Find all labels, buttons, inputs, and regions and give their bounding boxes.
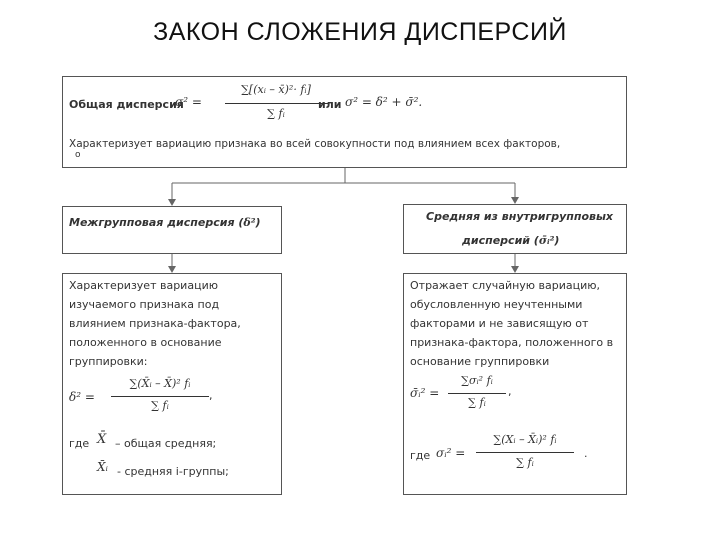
group-variance-formula-period: .: [584, 447, 588, 460]
within-group-desc-line-4: признака-фактора, положенного в: [410, 336, 614, 349]
within-group-desc-line-2: обусловленную неучтенными: [410, 298, 583, 311]
within-group-description-box: [403, 273, 627, 495]
overall-mean-text: – общая средняя;: [115, 437, 217, 450]
group-variance-fraction-line: [476, 452, 574, 453]
sigma-bar-squared-symbol: σ̄ᵢ²: [538, 234, 555, 247]
within-group-formula-comma: ,: [508, 385, 512, 398]
between-group-formula-comma: ,: [209, 389, 213, 402]
mean-within-group-text: дисперсий (: [462, 234, 539, 247]
between-group-fraction-line: [111, 396, 209, 397]
total-variance-fraction-line: [225, 103, 329, 104]
between-group-formula-numerator: ∑(X̄ᵢ – X̄)² fᵢ: [129, 377, 191, 390]
mean-within-group-close: ): [554, 234, 560, 247]
within-group-formula-denominator: ∑ fᵢ: [468, 396, 486, 409]
mean-within-group-title-line2: [462, 231, 559, 250]
within-group-fraction-line: [448, 393, 506, 394]
total-variance-denominator: ∑ fᵢ: [267, 107, 285, 120]
where-label-left: где: [69, 437, 90, 450]
mean-within-group-variance-box: [403, 204, 627, 254]
between-group-desc-line-5: группировки:: [69, 355, 148, 368]
total-variance-label: Общая дисперсия: [69, 98, 184, 111]
within-group-desc-line-3: факторами и не зависящую от: [410, 317, 589, 330]
total-variance-description-tail: о: [75, 150, 81, 160]
within-group-formula-numerator: ∑σᵢ² fᵢ: [461, 374, 493, 387]
between-group-desc-line-3: влиянием признака-фактора,: [69, 317, 241, 330]
overall-mean-symbol: X̄: [97, 432, 107, 447]
or-word: или: [318, 98, 342, 111]
within-group-formula-lhs: σ̄ᵢ² =: [410, 386, 440, 400]
page-title: ЗАКОН СЛОЖЕНИЯ ДИСПЕРСИЙ: [153, 18, 567, 46]
between-group-desc-line-1: Характеризует вариацию: [69, 279, 218, 292]
total-variance-alt-formula: σ² = δ² + σ̄².: [345, 95, 423, 109]
between-group-variance-text: Межгрупповая дисперсия (: [69, 216, 244, 229]
where-label-right: где: [410, 449, 431, 462]
group-variance-formula-denominator: ∑ fᵢ: [516, 456, 534, 469]
group-variance-formula-numerator: ∑(Xᵢ – X̄ᵢ)² fᵢ: [493, 433, 557, 446]
between-group-variance-box: [62, 206, 282, 254]
delta-squared-symbol: δ²: [243, 216, 256, 229]
group-mean-text: - средняя i-группы;: [117, 465, 229, 478]
between-group-description-box: [62, 273, 282, 495]
total-variance-box: [62, 76, 627, 168]
between-group-variance-label: [69, 213, 261, 232]
mean-within-group-title-line1: Средняя из внутригрупповых: [426, 210, 614, 223]
group-variance-formula-lhs: σᵢ² =: [436, 446, 466, 460]
total-variance-formula-lhs: σ² =: [175, 95, 202, 109]
between-group-desc-line-4: положенного в основание: [69, 336, 222, 349]
within-group-desc-line-1: Отражает случайную вариацию,: [410, 279, 601, 292]
total-variance-numerator: ∑[(xᵢ – x̄)²· fᵢ]: [241, 83, 311, 96]
between-group-variance-close: ): [255, 216, 261, 229]
total-variance-description: Характеризует вариацию признака во всей совокупности под влиянием всех факторов,: [69, 138, 561, 150]
within-group-desc-line-5: основание группировки: [410, 355, 550, 368]
between-group-formula-lhs: δ² =: [69, 390, 95, 404]
group-mean-symbol: X̄ᵢ: [97, 460, 108, 474]
between-group-formula-denominator: ∑ fᵢ: [151, 399, 169, 412]
between-group-desc-line-2: изучаемого признака под: [69, 298, 220, 311]
